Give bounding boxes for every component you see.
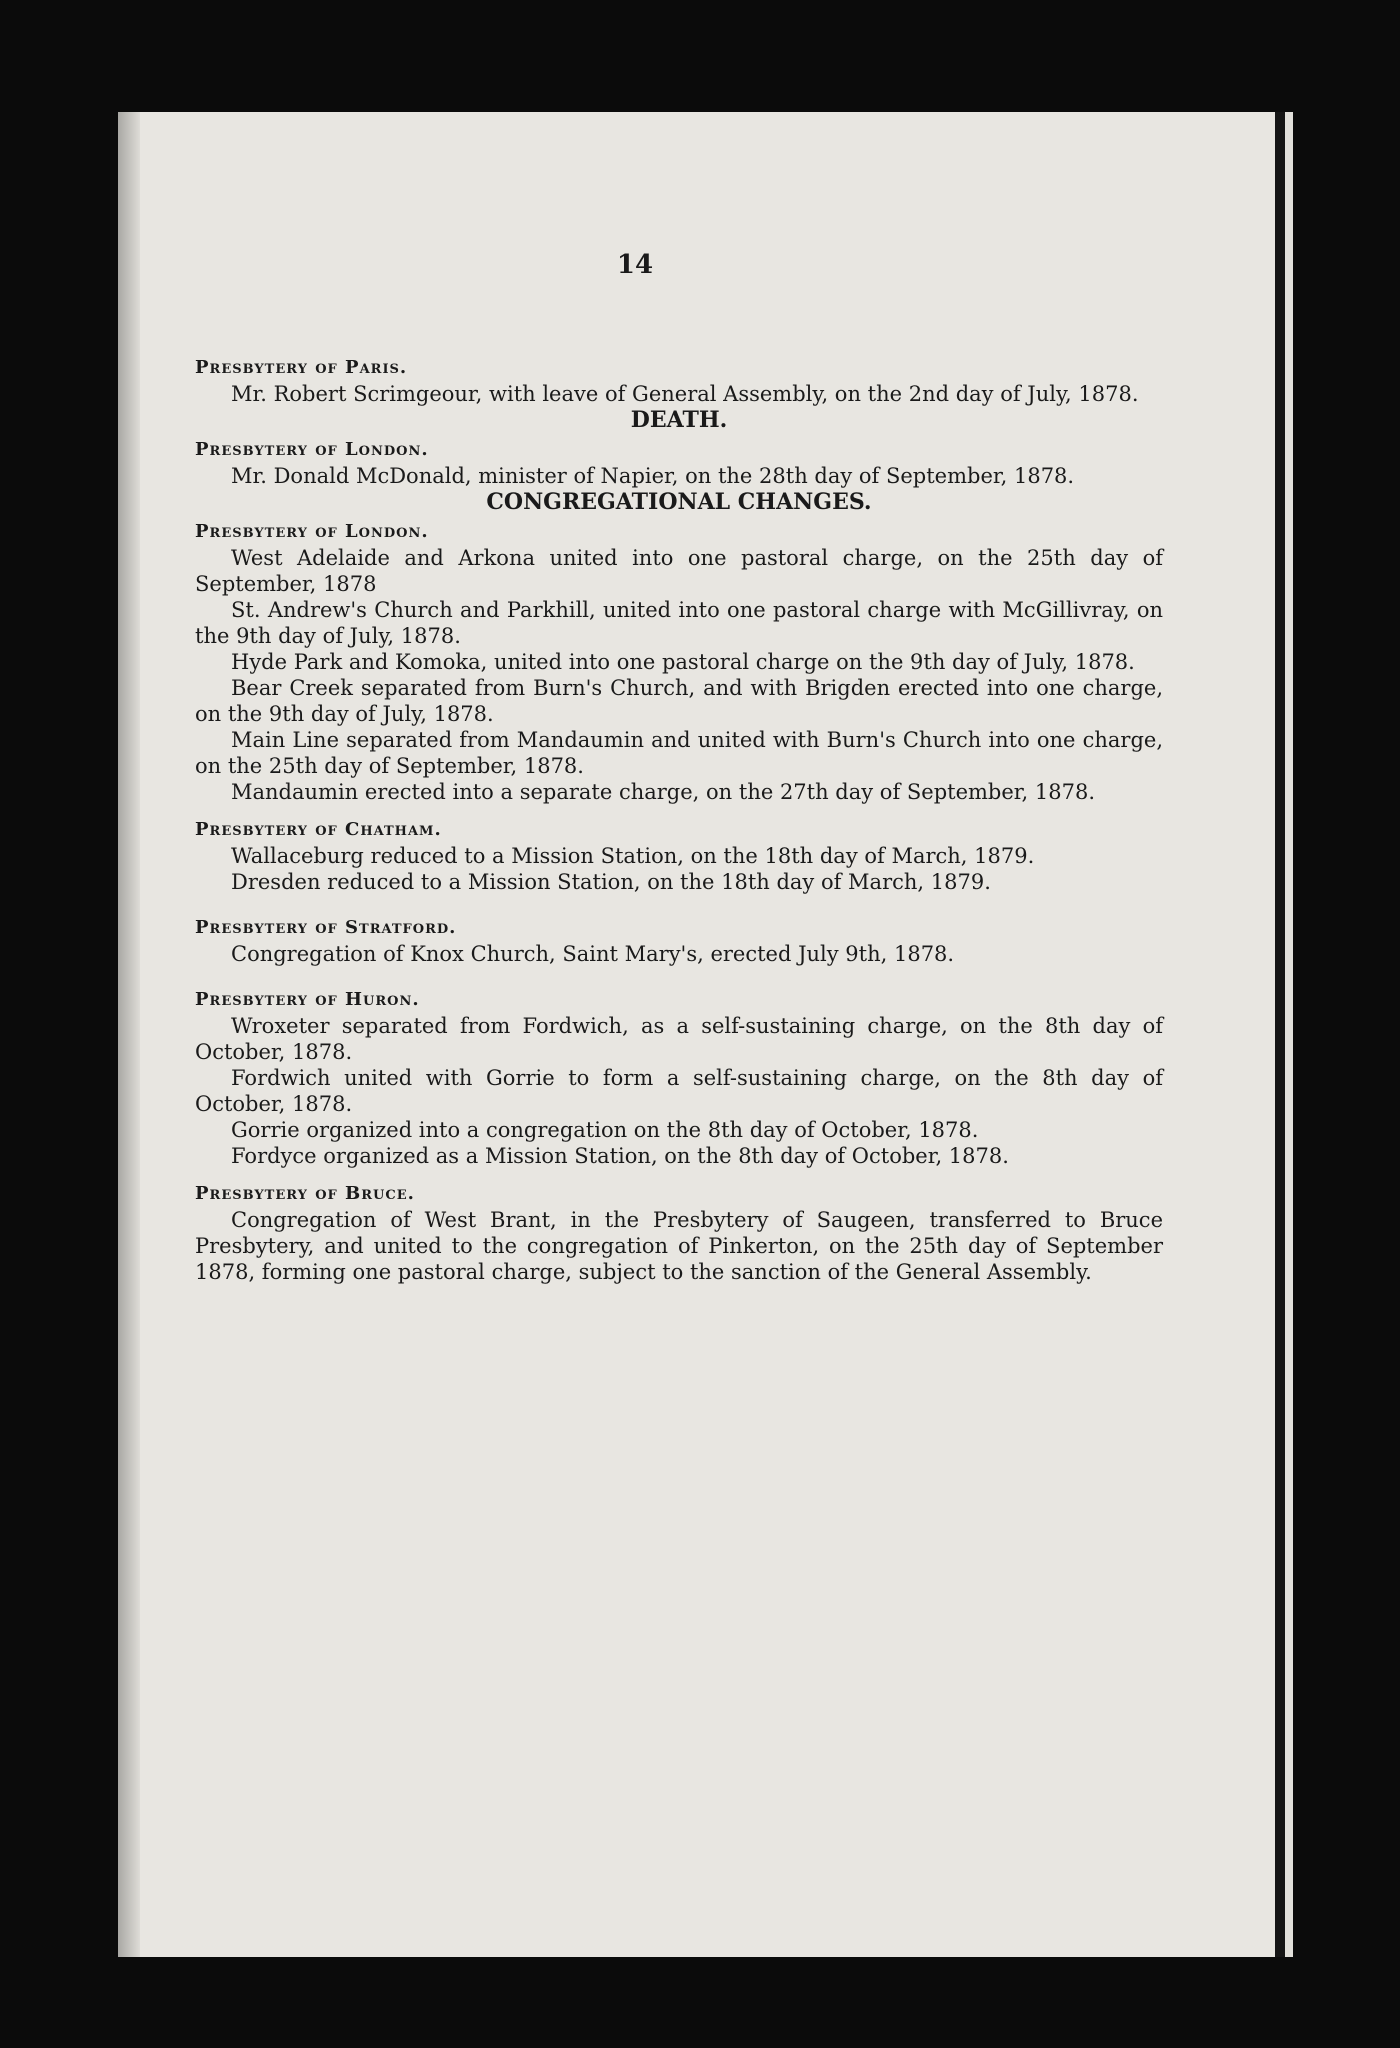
section-huron (195, 987, 1163, 1169)
section-paris (195, 355, 1163, 407)
section-stratford (195, 915, 1163, 967)
entry-paragraph: Hyde Park and Komoka, united into one pastoral charge on the 9th day of July, 1878. (231, 650, 1135, 674)
entry-paragraph: Mandaumin erected into a separate charge, on the 27th day of September, 1878. (231, 780, 1096, 804)
entry-paragraph: Dresden reduced to a Mission Station, on the 18th day of March, 1879. (231, 870, 991, 894)
section-heading: Presbytery of London. (195, 439, 429, 460)
page-number: 14 (616, 250, 654, 280)
entry-paragraph: St. Andrew's Church and Parkhill, united into one pastoral charge with McGillivray, on the 9th day of July, 1878. (195, 598, 1163, 648)
facing-page-edge (1285, 112, 1293, 1957)
binding-gutter (1275, 112, 1285, 1957)
entry-paragraph: Main Line separated from Mandaumin and united with Burn's Church into one charge, on the 25th day of September, 1878. (195, 728, 1163, 778)
entry-paragraph: Congregation of Knox Church, Saint Mary's, erected July 9th, 1878. (231, 942, 955, 966)
entry-paragraph: Congregation of West Brant, in the Presbytery of Saugeen, transferred to Bruce Presbytery, and united to the congregation of Pinkerton, on the 25th day of September 1878, forming one pastoral charge, subject to the sanction of the General Assembly. (195, 1208, 1163, 1284)
section-heading: Presbytery of London. (195, 521, 429, 542)
entry-paragraph: Mr. Robert Scrimgeour, with leave of General Assembly, on the 2nd day of July, 1878. (231, 382, 1139, 406)
section-title-death: DEATH. (630, 407, 728, 433)
section-chatham (195, 817, 1163, 895)
page-edge-shadow (118, 112, 140, 1957)
entry-paragraph: Mr. Donald McDonald, minister of Napier, on the 28th day of September, 1878. (231, 464, 1075, 488)
section-bruce (195, 1181, 1163, 1285)
section-heading: Presbytery of Huron. (195, 989, 420, 1010)
section-heading: Presbytery of Chatham. (195, 819, 442, 840)
entry-paragraph: Wroxeter separated from Fordwich, as a self-sustaining charge, on the 8th day of October, 1878. (195, 1014, 1163, 1064)
section-title-congregational-changes: CONGREGATIONAL CHANGES. (486, 489, 872, 515)
entry-paragraph: Fordyce organized as a Mission Station, on the 8th day of October, 1878. (231, 1144, 1009, 1168)
entry-paragraph: Fordwich united with Gorrie to form a self-sustaining charge, on the 8th day of October, 1878. (195, 1066, 1163, 1116)
entry-paragraph: West Adelaide and Arkona united into one pastoral charge, on the 25th day of September, 1878 (195, 546, 1163, 596)
entry-paragraph: Wallaceburg reduced to a Mission Station, on the 18th day of March, 1879. (231, 844, 1035, 868)
entry-paragraph: Bear Creek separated from Burn's Church, and with Brigden erected into one charge, on the 9th day of July, 1878. (195, 676, 1163, 726)
section-heading: Presbytery of Stratford. (195, 917, 457, 938)
entry-paragraph: Gorrie organized into a congregation on the 8th day of October, 1878. (231, 1118, 979, 1142)
section-london-changes (195, 519, 1163, 805)
section-heading: Presbytery of Paris. (195, 357, 408, 378)
document-body (195, 355, 1163, 1285)
section-heading: Presbytery of Bruce. (195, 1183, 415, 1204)
section-london-death (195, 437, 1163, 489)
